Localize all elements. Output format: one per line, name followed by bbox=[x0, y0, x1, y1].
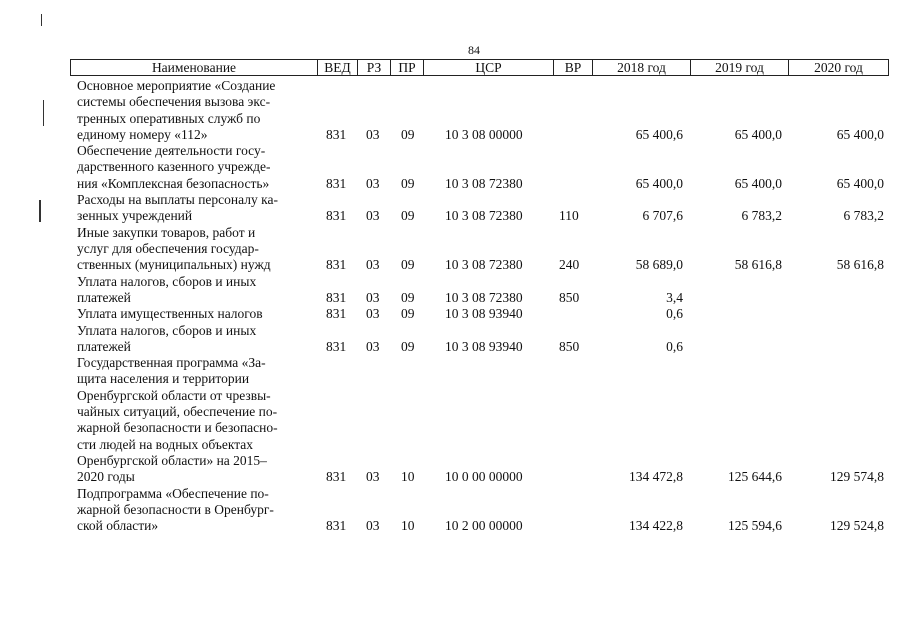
row-name-line: Уплата налогов, сборов и иных bbox=[77, 322, 257, 338]
row-name-line: ской области» bbox=[77, 518, 159, 534]
row-name-line: жарной безопасности и безопасно- bbox=[77, 420, 278, 436]
row-name-line: услуг для обеспечения государ- bbox=[77, 240, 259, 256]
row-name-line: платежей bbox=[77, 338, 131, 354]
cell-pr: 09 bbox=[401, 257, 415, 273]
cell-y2018: 0,6 bbox=[666, 338, 683, 354]
header-2019: 2019 год bbox=[690, 59, 789, 76]
row-name bbox=[77, 486, 317, 535]
row-name-line: единому номеру «112» bbox=[77, 126, 208, 142]
cell-y2019: 58 616,8 bbox=[734, 257, 782, 273]
row-name-line: Обеспечение деятельности госу- bbox=[77, 143, 266, 159]
cell-y2020: 6 783,2 bbox=[843, 208, 884, 224]
cell-pr: 09 bbox=[401, 338, 415, 354]
cell-csr: 10 3 08 72380 bbox=[445, 208, 523, 224]
cell-csr: 10 3 08 93940 bbox=[445, 306, 523, 322]
row-name-line: Уплата налогов, сборов и иных bbox=[77, 273, 257, 289]
cell-vr: 110 bbox=[559, 208, 579, 224]
header-2020: 2020 год bbox=[788, 59, 889, 76]
row-name-line: Основное мероприятие «Создание bbox=[77, 78, 276, 93]
cell-rz: 03 bbox=[366, 338, 380, 354]
cell-rz: 03 bbox=[366, 306, 380, 322]
cell-ved: 831 bbox=[326, 518, 347, 534]
row-name-line: Подпрограмма «Обеспечение по- bbox=[77, 485, 269, 501]
row-name-line: щита населения и территории bbox=[77, 371, 250, 387]
cell-vr: 850 bbox=[559, 338, 580, 354]
header-2018: 2018 год bbox=[592, 59, 691, 76]
cell-y2018: 58 689,0 bbox=[635, 257, 683, 273]
row-name-line: чайных ситуаций, обеспечение по- bbox=[77, 403, 278, 419]
cell-y2018: 3,4 bbox=[666, 289, 683, 305]
cell-rz: 03 bbox=[366, 208, 380, 224]
scan-mark bbox=[39, 200, 41, 222]
cell-y2020: 58 616,8 bbox=[836, 257, 884, 273]
cell-rz: 03 bbox=[366, 257, 380, 273]
cell-csr: 10 2 00 00000 bbox=[445, 518, 523, 534]
cell-y2018: 134 422,8 bbox=[629, 518, 683, 534]
cell-y2019: 125 644,6 bbox=[728, 469, 782, 485]
cell-pr: 09 bbox=[401, 208, 415, 224]
cell-csr: 10 3 08 93940 bbox=[445, 338, 523, 354]
row-name-line: ния «Комплексная безопасность» bbox=[77, 175, 270, 191]
row-name bbox=[77, 143, 317, 192]
header-rz: РЗ bbox=[357, 59, 391, 76]
cell-y2018: 0,6 bbox=[666, 306, 683, 322]
row-name-line: Оренбургской области» на 2015– bbox=[77, 452, 267, 468]
cell-y2018: 134 472,8 bbox=[629, 469, 683, 485]
cell-ved: 831 bbox=[326, 208, 347, 224]
row-name bbox=[77, 192, 317, 225]
cell-pr: 09 bbox=[401, 306, 415, 322]
cell-ved: 831 bbox=[326, 126, 347, 142]
cell-ved: 831 bbox=[326, 469, 347, 485]
cell-y2020: 65 400,0 bbox=[836, 175, 884, 191]
row-name-line: Государственная программа «За- bbox=[77, 355, 266, 371]
row-name-line: Расходы на выплаты персоналу ка- bbox=[77, 192, 278, 208]
cell-pr: 09 bbox=[401, 126, 415, 142]
scan-mark bbox=[41, 14, 42, 26]
row-name bbox=[77, 355, 317, 485]
cell-y2018: 6 707,6 bbox=[642, 208, 683, 224]
row-name bbox=[77, 78, 317, 143]
row-name-line: платежей bbox=[77, 289, 131, 305]
page-number: 84 bbox=[468, 43, 480, 57]
cell-pr: 09 bbox=[401, 289, 415, 305]
cell-y2018: 65 400,0 bbox=[635, 175, 683, 191]
cell-csr: 10 3 08 00000 bbox=[445, 126, 523, 142]
cell-pr: 10 bbox=[401, 518, 415, 534]
cell-vr: 850 bbox=[559, 289, 580, 305]
cell-y2020: 65 400,0 bbox=[836, 126, 884, 142]
header-pr: ПР bbox=[390, 59, 424, 76]
cell-y2019: 65 400,0 bbox=[734, 126, 782, 142]
cell-pr: 10 bbox=[401, 469, 415, 485]
cell-y2020: 129 574,8 bbox=[830, 469, 884, 485]
cell-ved: 831 bbox=[326, 257, 347, 273]
cell-ved: 831 bbox=[326, 306, 347, 322]
cell-y2019: 65 400,0 bbox=[734, 175, 782, 191]
row-name bbox=[77, 274, 317, 307]
cell-y2019: 125 594,6 bbox=[728, 518, 782, 534]
cell-ved: 831 bbox=[326, 289, 347, 305]
cell-y2019: 6 783,2 bbox=[741, 208, 782, 224]
cell-pr: 09 bbox=[401, 175, 415, 191]
cell-rz: 03 bbox=[366, 289, 380, 305]
cell-y2018: 65 400,6 bbox=[635, 126, 683, 142]
row-name bbox=[77, 225, 317, 274]
header-name: Наименование bbox=[70, 59, 318, 76]
cell-ved: 831 bbox=[326, 338, 347, 354]
header-csr: ЦСР bbox=[423, 59, 554, 76]
row-name-line: ственных (муниципальных) нужд bbox=[77, 257, 271, 273]
cell-csr: 10 3 08 72380 bbox=[445, 175, 523, 191]
scan-mark bbox=[43, 100, 44, 126]
row-name-line: тренных оперативных служб по bbox=[77, 110, 261, 126]
row-name-line: Уплата имущественных налогов bbox=[77, 306, 263, 322]
row-name-line: жарной безопасности в Оренбург- bbox=[77, 501, 274, 517]
header-vr: ВР bbox=[553, 59, 593, 76]
cell-csr: 10 0 00 00000 bbox=[445, 469, 523, 485]
row-name-line: Оренбургской области от чрезвы- bbox=[77, 387, 271, 403]
row-name-line: 2020 годы bbox=[77, 469, 135, 485]
cell-csr: 10 3 08 72380 bbox=[445, 257, 523, 273]
row-name-line: дарственного казенного учрежде- bbox=[77, 159, 271, 175]
row-name-line: зенных учреждений bbox=[77, 208, 193, 224]
row-name-line: Иные закупки товаров, работ и bbox=[77, 224, 256, 240]
cell-vr: 240 bbox=[559, 257, 580, 273]
header-ved: ВЕД bbox=[317, 59, 358, 76]
row-name bbox=[77, 306, 317, 322]
cell-y2020: 129 524,8 bbox=[830, 518, 884, 534]
cell-rz: 03 bbox=[366, 126, 380, 142]
row-name bbox=[77, 323, 317, 356]
row-name-line: системы обеспечения вызова экс- bbox=[77, 94, 271, 110]
cell-csr: 10 3 08 72380 bbox=[445, 289, 523, 305]
cell-ved: 831 bbox=[326, 175, 347, 191]
row-name-line: сти людей на водных объектах bbox=[77, 436, 254, 452]
cell-rz: 03 bbox=[366, 518, 380, 534]
cell-rz: 03 bbox=[366, 175, 380, 191]
cell-rz: 03 bbox=[366, 469, 380, 485]
